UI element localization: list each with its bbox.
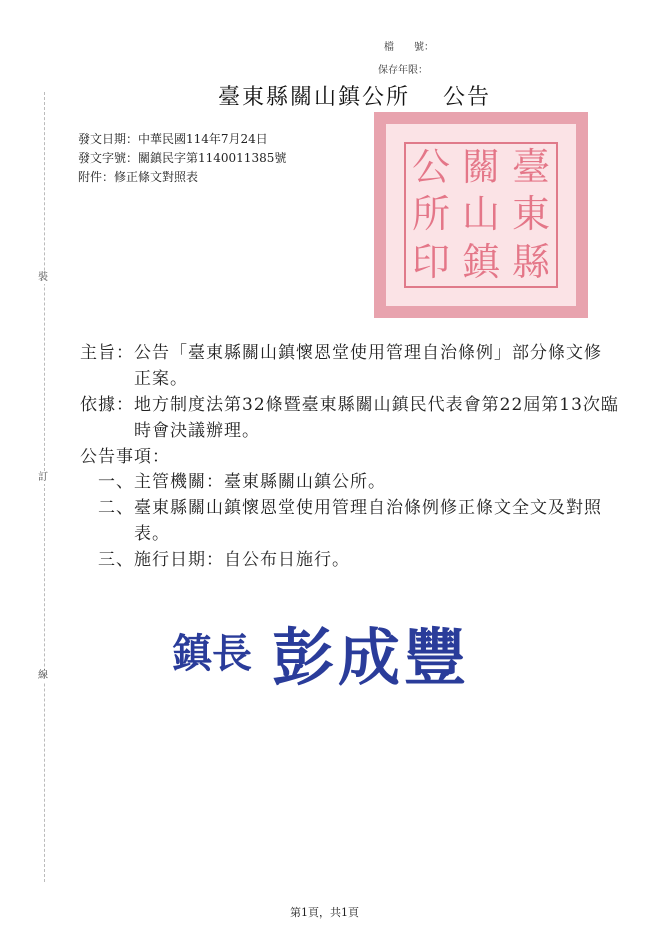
items-heading: 公告事項：: [80, 447, 170, 467]
item-1: 一、主管機關：臺東縣關山鎮公所。: [98, 472, 386, 492]
official-seal: 臺 東 縣 關 山 鎮 公 所 印: [374, 112, 588, 318]
retention-label: 保存年限：: [378, 65, 428, 76]
item-3: 三、施行日期：自公布日施行。: [98, 550, 350, 570]
binding-line: [44, 92, 45, 882]
subject-line-1: 主旨：公告「臺東縣關山鎮懷恩堂使用管理自治條例」部分條文修: [80, 343, 602, 363]
basis-line-2: 時會決議辦理。: [134, 421, 260, 441]
attachment: 附件：修正條文對照表: [78, 170, 199, 184]
basis-line-1: 依據：地方制度法第32條暨臺東縣關山鎮民代表會第22屆第13次臨: [80, 395, 619, 415]
signature-title: 鎮長: [172, 630, 252, 677]
document-number: 發文字號：關鎮民字第1140011385號: [78, 151, 287, 165]
file-number-label: 檔 號：: [384, 42, 434, 53]
subject-line-2: 正案。: [134, 369, 188, 389]
item-2-line-1: 二、臺東縣關山鎮懷恩堂使用管理自治條例修正條文全文及對照: [98, 498, 602, 518]
signature-name: 彭成豐: [272, 621, 471, 694]
binding-mark-bottom: 線: [38, 670, 48, 681]
binding-mark-middle: 訂: [38, 472, 48, 483]
document-title: 臺東縣關山鎮公所 公告: [218, 85, 491, 110]
page-number: 第1頁，共1頁: [290, 906, 359, 919]
item-2-line-2: 表。: [134, 524, 170, 544]
binding-mark-top: 裝: [38, 272, 48, 283]
issue-date: 發文日期：中華民國114年7月24日: [78, 132, 268, 146]
